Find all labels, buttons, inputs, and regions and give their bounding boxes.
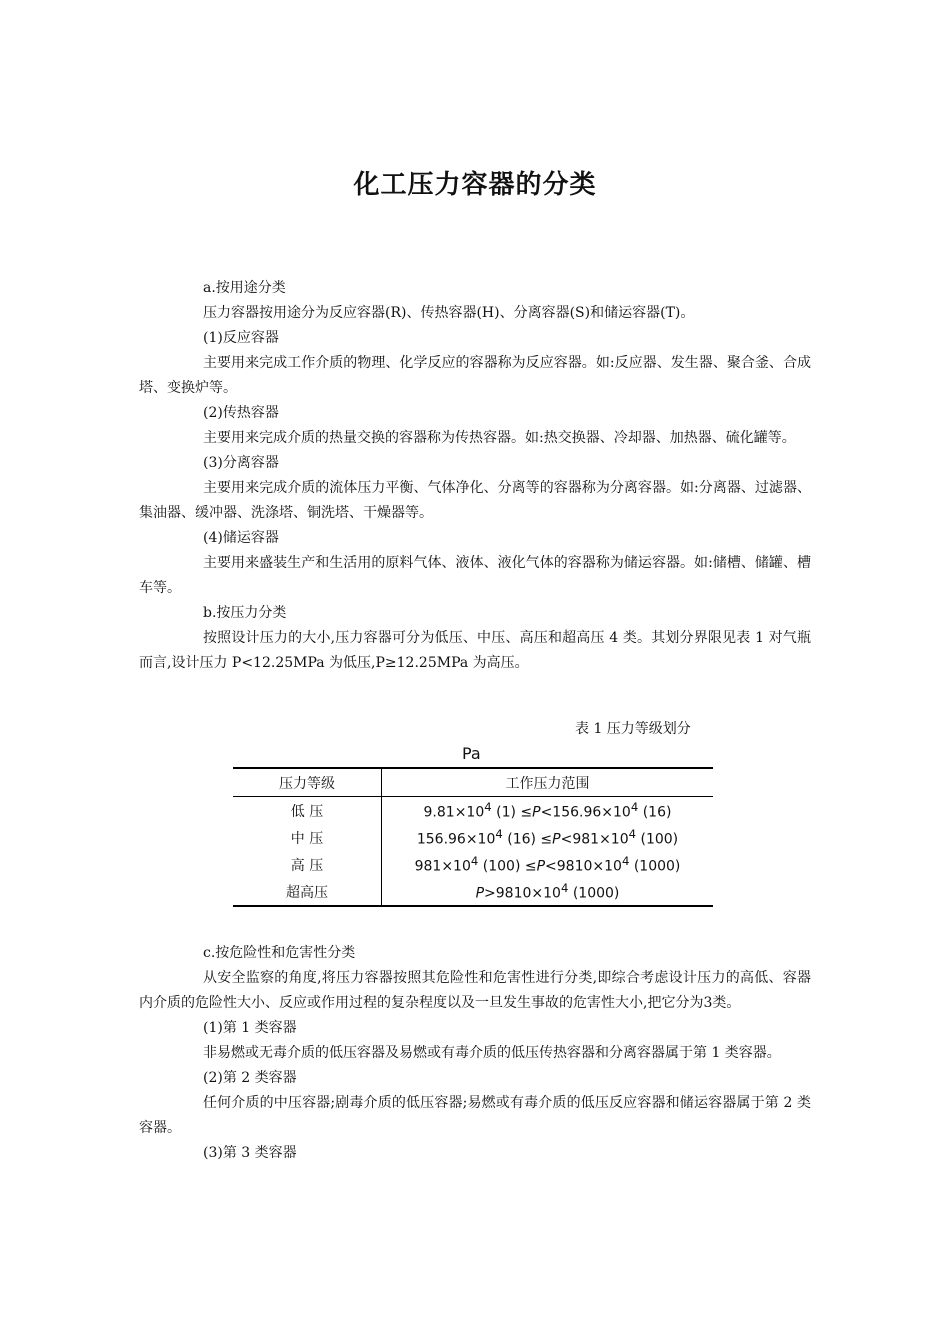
variable: P xyxy=(475,885,485,902)
cell-range xyxy=(382,878,714,906)
item-label: (1)第 1 类容器 xyxy=(203,1020,297,1036)
cell-level: 超高压 xyxy=(233,878,382,906)
exponent: 4 xyxy=(630,800,639,815)
cell-range xyxy=(382,851,714,878)
header-range: 工作压力范围 xyxy=(382,768,714,797)
range-part: <9810×10 xyxy=(545,858,622,875)
item-label: (2)传热容器 xyxy=(203,405,279,421)
exponent: 4 xyxy=(628,827,637,842)
item-label: (4)储运容器 xyxy=(203,530,279,546)
range-part: (1) ≤ xyxy=(491,804,533,821)
section-c-heading: c.按危险性和危害性分类 xyxy=(203,945,356,961)
range-part: 9.81×10 xyxy=(423,804,485,821)
variable: P xyxy=(536,858,546,875)
cell-range xyxy=(382,824,714,851)
range-part: (100) xyxy=(636,831,679,848)
section-b-text: 按照设计压力的大小,压力容器可分为低压、中压、高压和超高压 4 类。其划分界限见表 1 对气瓶而言,设计压力 P<12.25MPa 为低压,P≥12.25MPa 为高压。 xyxy=(139,630,811,671)
table-row xyxy=(233,824,713,851)
exponent: 4 xyxy=(621,854,630,869)
section-b-heading: b.按压力分类 xyxy=(203,605,287,621)
item-text: 非易燃或无毒介质的低压容器及易燃或有毒介质的低压传热容器和分离容器属于第 1 类容器。 xyxy=(203,1045,781,1061)
section-c-intro: 从安全监察的角度,将压力容器按照其危险性和危害性进行分类,即综合考虑设计压力的高低、容器内介质的危险性大小、反应或作用过程的复杂程度以及一旦发生事故的危害性大小,把它分为3类。 xyxy=(139,970,811,1011)
section-a-heading: a.按用途分类 xyxy=(203,280,286,296)
section-a-intro: 压力容器按用途分为反应容器(R)、传热容器(H)、分离容器(S)和储运容器(T)。 xyxy=(203,305,695,321)
range-part: <156.96×10 xyxy=(540,804,631,821)
range-part: (1000) xyxy=(568,885,620,902)
range-part: <981×10 xyxy=(560,831,629,848)
range-part: 981×10 xyxy=(414,858,471,875)
item-label: (1)反应容器 xyxy=(203,330,279,346)
variable: P xyxy=(552,831,561,848)
exponent: 4 xyxy=(470,854,479,869)
item-text: 主要用来完成工作介质的物理、化学反应的容器称为反应容器。如:反应器、发生器、聚合釜、合成塔、变换炉等。 xyxy=(139,355,811,396)
item-label: (3)分离容器 xyxy=(203,455,279,471)
item-text: 主要用来完成介质的流体压力平衡、气体净化、分离等的容器称为分离容器。如:分离器、过滤器、集油器、缓冲器、洗涤塔、铜洗塔、干燥器等。 xyxy=(139,480,811,521)
table-row xyxy=(233,851,713,878)
header-level: 压力等级 xyxy=(233,768,382,797)
section-a-b xyxy=(139,276,811,676)
table-unit: Pa xyxy=(462,744,481,763)
cell-level: 低 压 xyxy=(233,797,382,825)
item-text: 任何介质的中压容器;剧毒介质的低压容器;易燃或有毒介质的低压反应容器和储运容器属于第 2 类容器。 xyxy=(139,1095,811,1136)
page-title: 化工压力容器的分类 xyxy=(353,170,597,200)
table-row xyxy=(233,797,713,825)
item-label: (3)第 3 类容器 xyxy=(203,1145,297,1161)
range-part: (1000) xyxy=(629,858,681,875)
range-part: (16) xyxy=(638,804,672,821)
range-part: >9810×10 xyxy=(484,885,561,902)
cell-range xyxy=(382,797,714,825)
table-caption: 表 1 压力等级划分 xyxy=(575,721,691,737)
exponent: 4 xyxy=(484,800,492,815)
table-row xyxy=(233,878,713,906)
range-part: 156.96×10 xyxy=(416,831,496,848)
item-text: 主要用来完成介质的热量交换的容器称为传热容器。如:热交换器、冷却器、加热器、硫化罐等。 xyxy=(203,430,796,446)
pressure-level-table xyxy=(233,767,713,907)
range-part: (16) ≤ xyxy=(502,831,553,848)
cell-level: 高 压 xyxy=(233,851,382,878)
exponent: 4 xyxy=(495,827,503,842)
cell-level: 中 压 xyxy=(233,824,382,851)
item-text: 主要用来盛装生产和生活用的原料气体、液体、液化气体的容器称为储运容器。如:储槽、储罐、槽车等。 xyxy=(139,555,811,596)
item-label: (2)第 2 类容器 xyxy=(203,1070,297,1086)
section-c xyxy=(139,941,811,1166)
range-part: (100) ≤ xyxy=(478,858,537,875)
table-header-row xyxy=(233,768,713,797)
variable: P xyxy=(532,804,541,821)
exponent: 4 xyxy=(560,881,569,896)
